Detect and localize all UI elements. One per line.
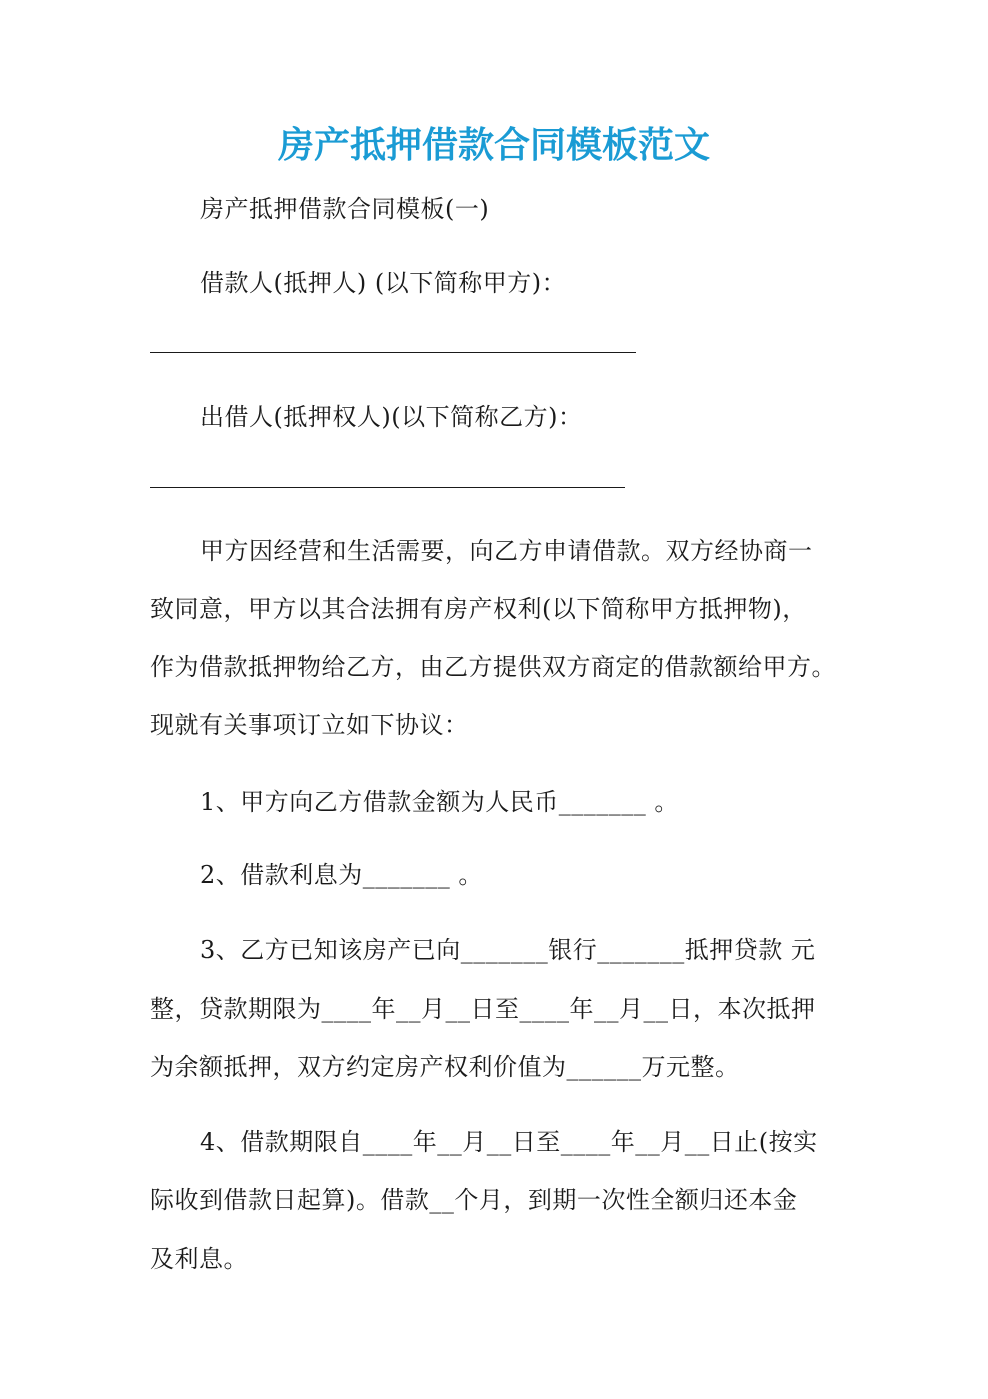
borrower-blank-line xyxy=(150,352,636,353)
clause-3-line: 3、乙方已知该房产已向_______银行_______抵押贷款 元 xyxy=(200,936,816,964)
document-subtitle: 房产抵押借款合同模板(一) xyxy=(200,195,490,223)
document-title: 房产抵押借款合同模板范文 xyxy=(277,124,710,166)
clause-3-line: 为余额抵押，双方约定房产权利价值为______万元整。 xyxy=(150,1053,740,1081)
lender-blank-line xyxy=(150,487,625,488)
borrower-label: 借款人(抵押人) (以下简称甲方)： xyxy=(200,269,567,297)
clause-3-line: 整，贷款期限为____年__月__日至____年__月__日，本次抵押 xyxy=(150,995,816,1023)
lender-label: 出借人(抵押权人)(以下简称乙方)： xyxy=(200,403,583,431)
intro-line: 作为借款抵押物给乙方，由乙方提供双方商定的借款额给甲方。 xyxy=(150,653,836,681)
clause-4-line: 4、借款期限自____年__月__日至____年__月__日止(按实 xyxy=(200,1128,818,1156)
intro-line: 现就有关事项订立如下协议： xyxy=(150,711,469,739)
clause-4-line: 际收到借款日起算)。借款__个月，到期一次性全额归还本金 xyxy=(150,1186,798,1214)
clause-2: 2、借款利息为_______ 。 xyxy=(200,861,483,889)
intro-line: 致同意，甲方以其合法拥有房产权利(以下简称甲方抵押物)， xyxy=(150,595,807,623)
clause-1: 1、甲方向乙方借款金额为人民币_______ 。 xyxy=(200,788,679,816)
clause-4-line: 及利息。 xyxy=(150,1245,248,1273)
intro-line: 甲方因经营和生活需要，向乙方申请借款。双方经协商一 xyxy=(200,537,813,565)
